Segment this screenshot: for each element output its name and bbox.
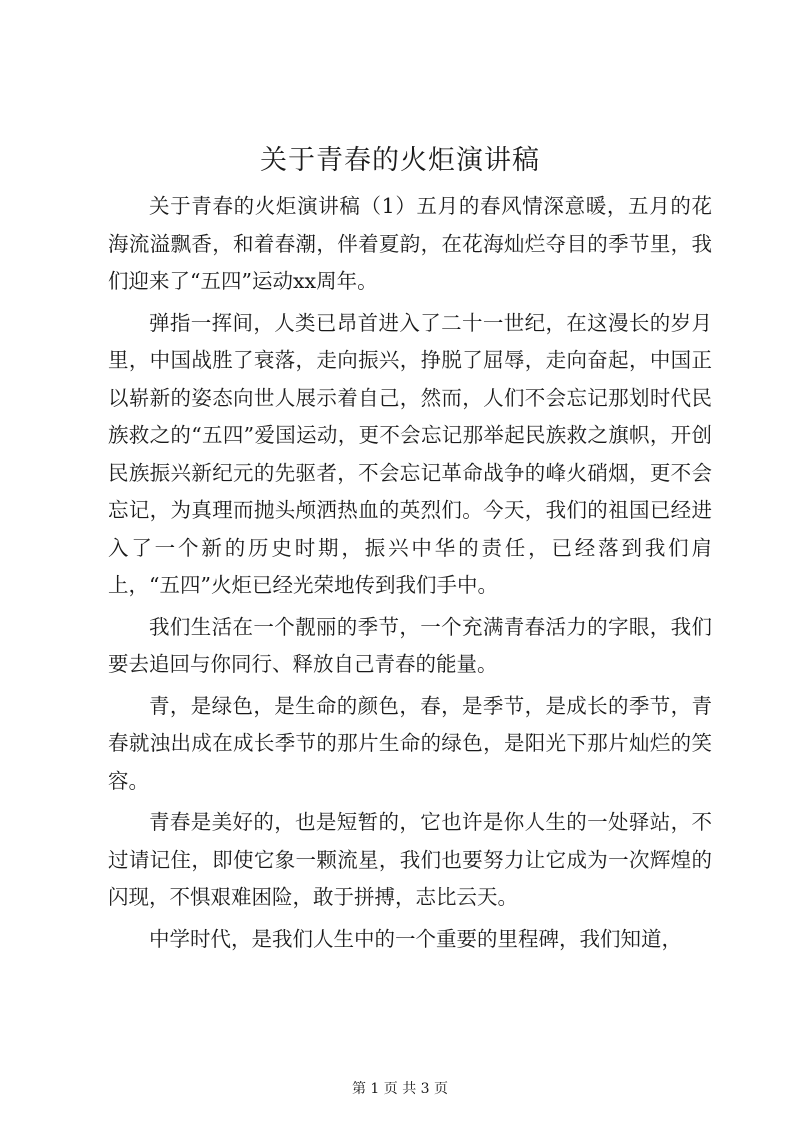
document-body — [108, 188, 712, 962]
document-title: 关于青春的火炬演讲稿 — [260, 145, 540, 176]
paragraph: 我们生活在一个靓丽的季节，一个充满青春活力的字眼，我们要去追回与你同行、释放自己青春的能量。 — [108, 614, 712, 676]
paragraph: 中学时代，是我们人生中的一个重要的里程碑，我们知道， — [149, 926, 682, 951]
paragraph: 关于青春的火炬演讲稿（1）五月的春风情深意暖，五月的花海流溢飘香，和着春潮，伴着夏韵，在花海灿烂夺目的季节里，我们迎来了“五四”运动xx周年。 — [108, 194, 712, 293]
paragraph: 弹指一挥间，人类已昂首进入了二十一世纪，在这漫长的岁月里，中国战胜了衰落，走向振兴，挣脱了屈辱，走向奋起，中国正以崭新的姿态向世人展示着自己，然而，人们不会忘记那划时代民族救之的“五四”爱国运动，更不会忘记那举起民族救之旗帜，开创民族振兴新纪元的先驱者，不会忘记革命战争的峰火硝烟，更不会忘记，为真理而抛头颅洒热血的英烈们。今天，我们的祖国已经进入了一个新的历史时期，振兴中华的责任，已经落到我们肩上，“五四”火炬已经光荣地传到我们手中。 — [108, 310, 712, 597]
page-number-footer: 第 1 页 共 3 页 — [351, 1081, 449, 1097]
paragraph: 青，是绿色，是生命的颜色，春，是季节，是成长的季节，青春就浊出成在成长季节的那片生命的绿色，是阳光下那片灿烂的笑容。 — [108, 693, 712, 793]
paragraph: 青春是美好的，也是短暂的，它也许是你人生的一处驿站，不过请记住，即使它象一颗流星，我们也要努力让它成为一次辉煌的闪现，不惧艰难困险，敢于拼搏，志比云天。 — [108, 810, 712, 909]
